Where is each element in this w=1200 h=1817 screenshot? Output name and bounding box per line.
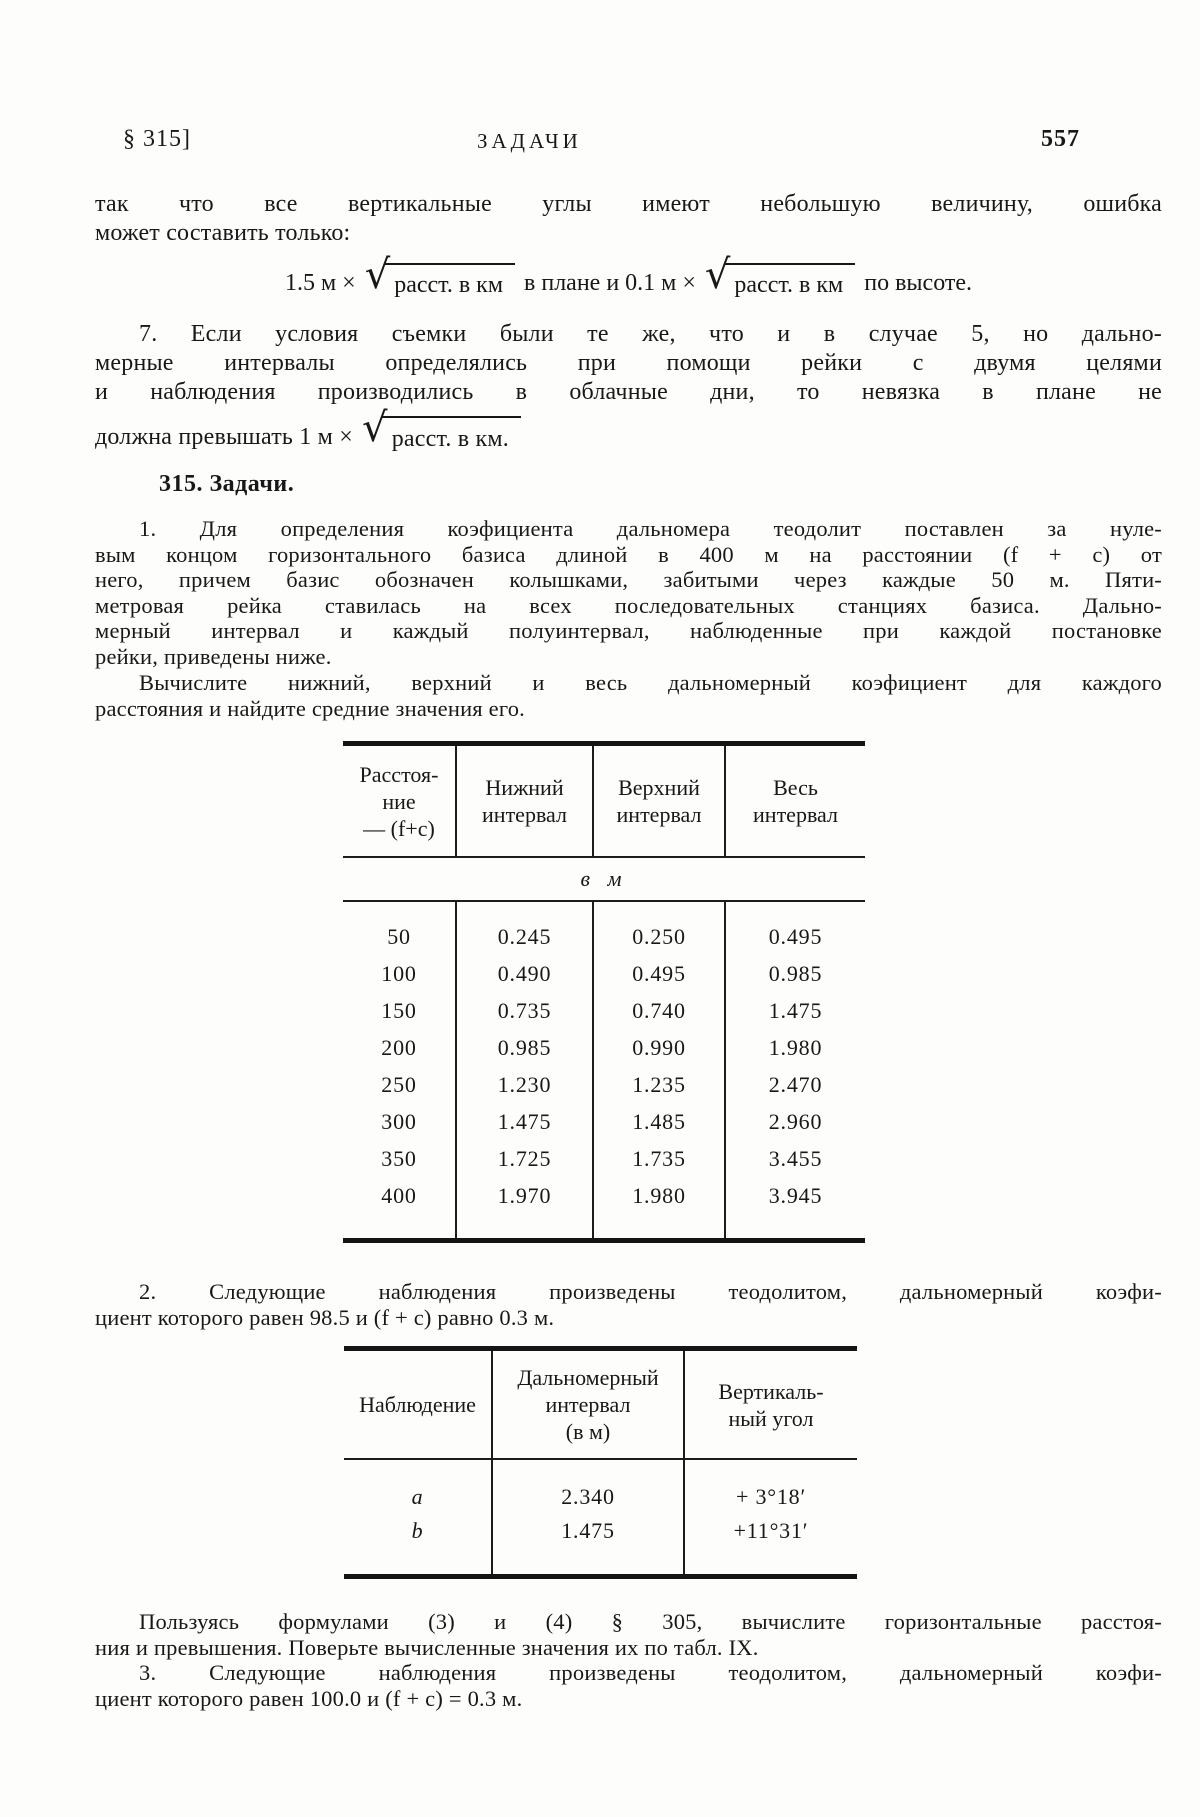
- sqrt-expression: [361, 405, 521, 454]
- table-cell: a: [411, 1484, 424, 1509]
- text-line: Пользуясь формулами (3) и (4) § 305, вычислите горизонтальные расстоя-: [139, 1609, 1162, 1634]
- inline-formula: [95, 405, 1162, 459]
- text-line: может составить только:: [95, 220, 351, 246]
- table-cell: 0.985: [768, 960, 823, 986]
- column-header: Наблюдение: [344, 1351, 493, 1458]
- table-cell: 0.245: [497, 923, 552, 949]
- stadia-intervals-table: [343, 741, 865, 1243]
- formula-text: в плане и 0.1 м ×: [524, 270, 696, 296]
- table-column-lower-interval: [457, 902, 594, 1238]
- tolerance-formula: [95, 252, 1162, 304]
- column-header: Дальномерный интервал (в м): [493, 1351, 685, 1458]
- table-cell: 0.250: [632, 923, 686, 949]
- table-cell: 0.495: [632, 960, 686, 986]
- table-cell: 1.475: [497, 1108, 552, 1134]
- table-cell: 1.725: [497, 1145, 552, 1171]
- table-column-vertical-angle: [685, 1460, 857, 1574]
- table-cell: + 3°18′: [735, 1484, 807, 1509]
- table-column-stadia-interval: [493, 1460, 685, 1574]
- table-cell: 1.475: [561, 1518, 615, 1543]
- table-cell: 200: [381, 1034, 417, 1060]
- column-header: Нижний интервал: [457, 746, 594, 856]
- radicand: расст. в км: [724, 263, 855, 299]
- text-line: вым концом горизонтального базиса длиной в 400 м на расстоянии (f + c) от: [95, 541, 1162, 567]
- text-line: так что все вертикальные углы имеют небольшую величину, ошибка: [95, 191, 1162, 217]
- table-cell: 300: [381, 1108, 417, 1134]
- table-cell: 2.960: [768, 1108, 823, 1134]
- table-cell: 2.340: [561, 1484, 615, 1509]
- text-line: 1. Для определения коэфициента дальномера теодолит поставлен за нуле-: [139, 516, 1162, 541]
- table-cell: 350: [381, 1145, 417, 1171]
- text-line: ния и превышения. Поверьте вычисленные значения их по табл. IX.: [95, 1634, 759, 1660]
- text-line: циент которого равен 98.5 и (f + c) равно 0.3 м.: [95, 1304, 555, 1330]
- running-title: ЗАДАЧИ: [477, 129, 582, 153]
- text-line: 7. Если условия съемки были те же, что и в случае 5, но дально-: [139, 321, 1162, 347]
- paragraph-problem-1-task: [95, 670, 1162, 721]
- table-cell: 1.970: [497, 1182, 552, 1208]
- text-line: метровая рейка ставилась на всех последовательных станциях базиса. Дально-: [95, 592, 1162, 618]
- table-cell: 0.740: [632, 997, 686, 1023]
- radical-icon: √: [704, 252, 731, 298]
- column-header: Вертикаль- ный угол: [718, 1378, 824, 1431]
- column-header: Весь интервал: [753, 775, 838, 827]
- table-cell: 3.945: [768, 1182, 823, 1208]
- column-header: Расстоя- ние — (f+c): [343, 746, 457, 856]
- table-column-whole-interval: [726, 902, 865, 1238]
- paragraph-problem-3: [95, 1660, 1162, 1711]
- table-cell: 1.475: [768, 997, 823, 1023]
- radical-icon: √: [364, 252, 391, 298]
- table-cell: 0.990: [632, 1034, 686, 1060]
- table-column-upper-interval: [594, 902, 726, 1238]
- table-body: [344, 1458, 857, 1574]
- formula-text: должна превышать 1 м ×: [95, 424, 353, 450]
- running-head: [95, 126, 1162, 158]
- paragraph-continuation: [95, 190, 1162, 248]
- paragraph-problem-2: [95, 1279, 1162, 1330]
- units-row: в м: [343, 856, 865, 902]
- table-cell: b: [411, 1518, 424, 1543]
- paragraph-instructions: [95, 1609, 1162, 1660]
- text-line: 3. Следующие наблюдения произведены теодолитом, дальномерный коэфи-: [139, 1660, 1162, 1685]
- text-line: мерные интервалы определялись при помощи рейки с двумя целями: [95, 350, 1162, 376]
- table-cell: 1.235: [632, 1071, 686, 1097]
- section-reference: § 315]: [123, 126, 191, 152]
- table-cell: 400: [381, 1182, 417, 1208]
- radical-icon: √: [361, 405, 388, 451]
- formula-text: по высоте.: [864, 270, 973, 296]
- table-cell: 1.485: [632, 1108, 686, 1134]
- text-line: расстояния и найдите средние значения его.: [95, 695, 526, 721]
- text-line: и наблюдения производились в облачные дни, то невязка в плане не: [95, 379, 1162, 405]
- table-cell: +11°31′: [733, 1518, 809, 1543]
- radicand: расст. в км.: [382, 416, 521, 454]
- formula-text: 1.5 м ×: [284, 270, 356, 296]
- table-cell: 0.495: [768, 923, 823, 949]
- table-cell: 250: [381, 1071, 417, 1097]
- text-line: 2. Следующие наблюдения произведены теодолитом, дальномерный коэфи-: [139, 1279, 1162, 1304]
- paragraph-problem-1: [95, 516, 1162, 669]
- table-cell: 100: [381, 960, 417, 986]
- table-cell: 1.980: [768, 1034, 823, 1060]
- text-line: мерный интервал и каждый полуинтервал, наблюденные при каждой постановке: [95, 618, 1162, 643]
- table-header-row: [343, 746, 865, 856]
- table-cell: 50: [387, 923, 411, 949]
- column-header: Верхний интервал: [594, 746, 726, 856]
- text-line: рейки, приведены ниже.: [95, 643, 332, 669]
- table-header-row: [344, 1351, 857, 1458]
- table-cell: 1.735: [632, 1145, 686, 1171]
- radicand: расст. в км: [384, 263, 515, 299]
- observations-table: [344, 1346, 857, 1579]
- table-cell: 1.230: [497, 1071, 552, 1097]
- text-line: циент которого равен 100.0 и (f + c) = 0.3 м.: [95, 1685, 523, 1711]
- sqrt-expression: [704, 252, 855, 299]
- section-heading: 315. Задачи.: [159, 471, 295, 497]
- table-cell: 3.455: [768, 1145, 823, 1171]
- table-column-distance: [343, 902, 457, 1238]
- page-number: 557: [1041, 126, 1080, 152]
- text-line: него, причем базис обозначен колышками, забитыми через каждые 50 м. Пяти-: [95, 567, 1162, 592]
- table-body: [343, 902, 865, 1238]
- table-cell: 1.980: [632, 1182, 686, 1208]
- table-cell: 0.735: [497, 997, 552, 1023]
- text-line: Вычислите нижний, верхний и весь дальномерный коэфициент для каждого: [139, 670, 1162, 695]
- table-cell: 0.490: [497, 960, 552, 986]
- table-column-observation: [344, 1460, 493, 1574]
- table-cell: 150: [381, 997, 417, 1023]
- table-cell: 2.470: [768, 1071, 823, 1097]
- table-cell: 0.985: [497, 1034, 552, 1060]
- paragraph-item-7: [95, 320, 1162, 459]
- sqrt-expression: [364, 252, 515, 299]
